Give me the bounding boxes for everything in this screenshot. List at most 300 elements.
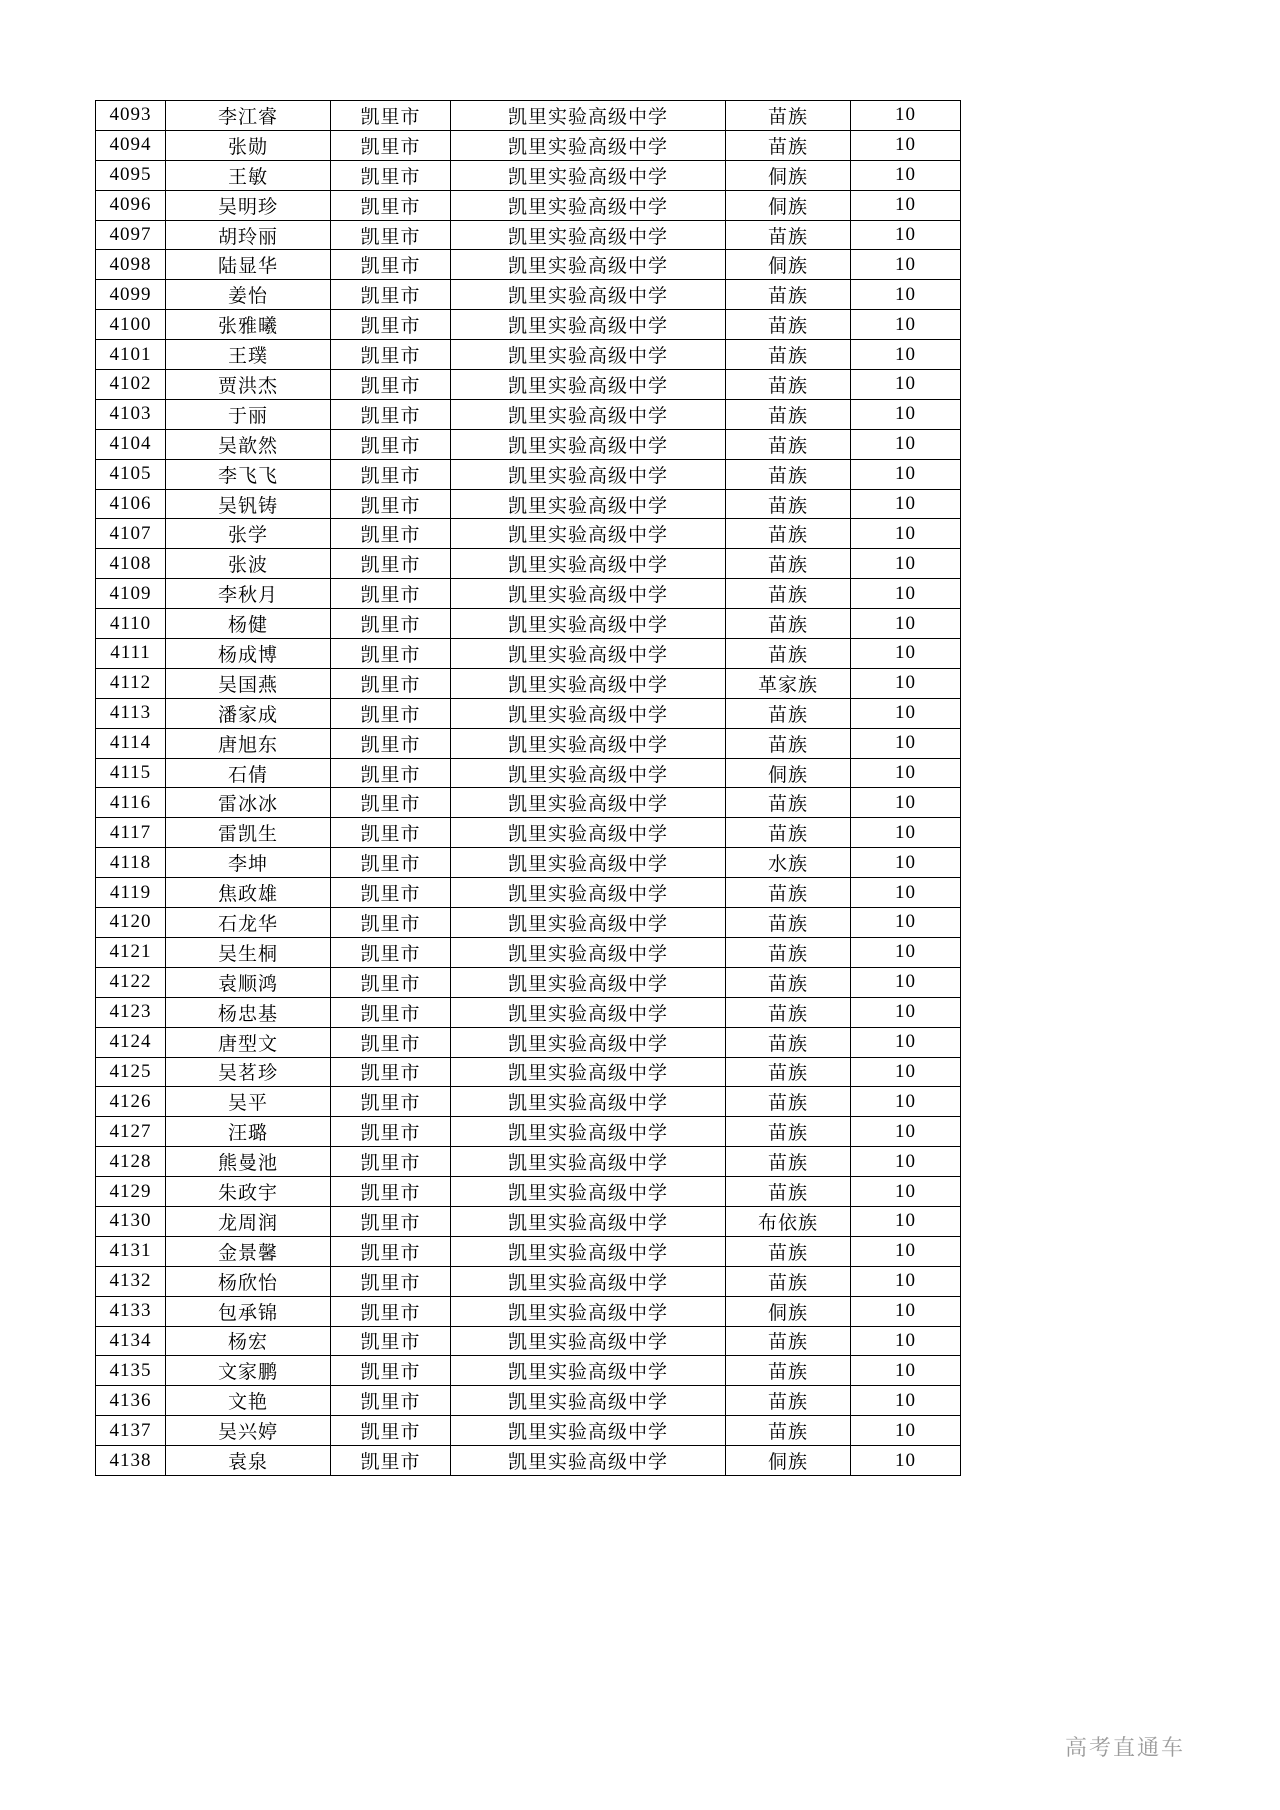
cell-score: 10 bbox=[851, 967, 961, 997]
cell-ethnicity: 苗族 bbox=[726, 340, 851, 370]
table-row bbox=[96, 1027, 961, 1057]
table-row bbox=[96, 399, 961, 429]
cell-ethnicity: 苗族 bbox=[726, 579, 851, 609]
cell-score: 10 bbox=[851, 908, 961, 938]
table-row bbox=[96, 878, 961, 908]
table-row bbox=[96, 340, 961, 370]
cell-school: 凯里实验高级中学 bbox=[451, 399, 726, 429]
cell-serial-number: 4124 bbox=[96, 1027, 166, 1057]
cell-ethnicity: 苗族 bbox=[726, 1177, 851, 1207]
cell-student-name: 李江睿 bbox=[166, 101, 331, 131]
cell-score: 10 bbox=[851, 668, 961, 698]
cell-serial-number: 4108 bbox=[96, 549, 166, 579]
cell-city: 凯里市 bbox=[331, 1266, 451, 1296]
table-body bbox=[96, 101, 961, 1476]
cell-ethnicity: 苗族 bbox=[726, 1147, 851, 1177]
cell-ethnicity: 苗族 bbox=[726, 878, 851, 908]
cell-score: 10 bbox=[851, 101, 961, 131]
cell-serial-number: 4125 bbox=[96, 1057, 166, 1087]
cell-student-name: 吴平 bbox=[166, 1087, 331, 1117]
cell-school: 凯里实验高级中学 bbox=[451, 489, 726, 519]
cell-ethnicity: 苗族 bbox=[726, 519, 851, 549]
cell-city: 凯里市 bbox=[331, 1296, 451, 1326]
cell-serial-number: 4109 bbox=[96, 579, 166, 609]
cell-serial-number: 4128 bbox=[96, 1147, 166, 1177]
cell-student-name: 包承锦 bbox=[166, 1296, 331, 1326]
cell-student-name: 唐旭东 bbox=[166, 728, 331, 758]
cell-ethnicity: 苗族 bbox=[726, 370, 851, 400]
cell-student-name: 熊曼池 bbox=[166, 1147, 331, 1177]
cell-student-name: 吴茗珍 bbox=[166, 1057, 331, 1087]
cell-student-name: 于丽 bbox=[166, 399, 331, 429]
cell-student-name: 袁顺鸿 bbox=[166, 967, 331, 997]
cell-school: 凯里实验高级中学 bbox=[451, 549, 726, 579]
cell-school: 凯里实验高级中学 bbox=[451, 160, 726, 190]
table-row bbox=[96, 1356, 961, 1386]
cell-student-name: 张波 bbox=[166, 549, 331, 579]
cell-ethnicity: 侗族 bbox=[726, 250, 851, 280]
cell-student-name: 雷冰冰 bbox=[166, 788, 331, 818]
cell-city: 凯里市 bbox=[331, 1326, 451, 1356]
cell-city: 凯里市 bbox=[331, 1416, 451, 1446]
cell-serial-number: 4131 bbox=[96, 1236, 166, 1266]
cell-ethnicity: 侗族 bbox=[726, 160, 851, 190]
cell-school: 凯里实验高级中学 bbox=[451, 340, 726, 370]
cell-city: 凯里市 bbox=[331, 1177, 451, 1207]
cell-serial-number: 4127 bbox=[96, 1117, 166, 1147]
cell-school: 凯里实验高级中学 bbox=[451, 1296, 726, 1326]
cell-score: 10 bbox=[851, 429, 961, 459]
cell-city: 凯里市 bbox=[331, 399, 451, 429]
cell-school: 凯里实验高级中学 bbox=[451, 878, 726, 908]
cell-school: 凯里实验高级中学 bbox=[451, 1206, 726, 1236]
cell-student-name: 杨宏 bbox=[166, 1326, 331, 1356]
cell-score: 10 bbox=[851, 937, 961, 967]
cell-school: 凯里实验高级中学 bbox=[451, 130, 726, 160]
cell-student-name: 文艳 bbox=[166, 1386, 331, 1416]
cell-city: 凯里市 bbox=[331, 818, 451, 848]
cell-school: 凯里实验高级中学 bbox=[451, 848, 726, 878]
cell-score: 10 bbox=[851, 579, 961, 609]
cell-city: 凯里市 bbox=[331, 459, 451, 489]
cell-score: 10 bbox=[851, 250, 961, 280]
cell-city: 凯里市 bbox=[331, 728, 451, 758]
cell-student-name: 朱政宇 bbox=[166, 1177, 331, 1207]
cell-city: 凯里市 bbox=[331, 549, 451, 579]
watermark-text: 高考直通车 bbox=[1064, 1735, 1185, 1760]
table-row bbox=[96, 1177, 961, 1207]
cell-student-name: 潘家成 bbox=[166, 698, 331, 728]
cell-city: 凯里市 bbox=[331, 340, 451, 370]
cell-school: 凯里实验高级中学 bbox=[451, 459, 726, 489]
cell-score: 10 bbox=[851, 459, 961, 489]
cell-city: 凯里市 bbox=[331, 130, 451, 160]
cell-serial-number: 4134 bbox=[96, 1326, 166, 1356]
cell-score: 10 bbox=[851, 220, 961, 250]
cell-score: 10 bbox=[851, 1356, 961, 1386]
cell-serial-number: 4119 bbox=[96, 878, 166, 908]
cell-school: 凯里实验高级中学 bbox=[451, 818, 726, 848]
cell-serial-number: 4093 bbox=[96, 101, 166, 131]
table-row bbox=[96, 549, 961, 579]
table-row bbox=[96, 967, 961, 997]
cell-city: 凯里市 bbox=[331, 848, 451, 878]
cell-student-name: 王敏 bbox=[166, 160, 331, 190]
cell-serial-number: 4107 bbox=[96, 519, 166, 549]
cell-student-name: 陆显华 bbox=[166, 250, 331, 280]
cell-ethnicity: 苗族 bbox=[726, 1057, 851, 1087]
cell-serial-number: 4136 bbox=[96, 1386, 166, 1416]
cell-ethnicity: 水族 bbox=[726, 848, 851, 878]
cell-city: 凯里市 bbox=[331, 878, 451, 908]
table-row bbox=[96, 728, 961, 758]
cell-ethnicity: 苗族 bbox=[726, 818, 851, 848]
cell-student-name: 焦政雄 bbox=[166, 878, 331, 908]
cell-school: 凯里实验高级中学 bbox=[451, 190, 726, 220]
cell-school: 凯里实验高级中学 bbox=[451, 1177, 726, 1207]
cell-school: 凯里实验高级中学 bbox=[451, 1057, 726, 1087]
cell-score: 10 bbox=[851, 370, 961, 400]
cell-school: 凯里实验高级中学 bbox=[451, 250, 726, 280]
cell-city: 凯里市 bbox=[331, 280, 451, 310]
cell-city: 凯里市 bbox=[331, 997, 451, 1027]
cell-school: 凯里实验高级中学 bbox=[451, 1266, 726, 1296]
cell-ethnicity: 苗族 bbox=[726, 639, 851, 669]
cell-ethnicity: 苗族 bbox=[726, 489, 851, 519]
cell-score: 10 bbox=[851, 818, 961, 848]
cell-student-name: 张勋 bbox=[166, 130, 331, 160]
cell-city: 凯里市 bbox=[331, 1236, 451, 1266]
cell-score: 10 bbox=[851, 549, 961, 579]
cell-ethnicity: 苗族 bbox=[726, 728, 851, 758]
cell-serial-number: 4099 bbox=[96, 280, 166, 310]
cell-student-name: 吴歆然 bbox=[166, 429, 331, 459]
cell-score: 10 bbox=[851, 758, 961, 788]
table-row bbox=[96, 698, 961, 728]
cell-school: 凯里实验高级中学 bbox=[451, 967, 726, 997]
cell-school: 凯里实验高级中学 bbox=[451, 280, 726, 310]
cell-city: 凯里市 bbox=[331, 1356, 451, 1386]
cell-score: 10 bbox=[851, 788, 961, 818]
table-row bbox=[96, 788, 961, 818]
cell-ethnicity: 苗族 bbox=[726, 399, 851, 429]
student-roster-table bbox=[95, 100, 961, 1476]
cell-score: 10 bbox=[851, 878, 961, 908]
cell-score: 10 bbox=[851, 1147, 961, 1177]
cell-serial-number: 4106 bbox=[96, 489, 166, 519]
cell-city: 凯里市 bbox=[331, 489, 451, 519]
cell-serial-number: 4102 bbox=[96, 370, 166, 400]
cell-city: 凯里市 bbox=[331, 1446, 451, 1476]
cell-score: 10 bbox=[851, 1266, 961, 1296]
cell-school: 凯里实验高级中学 bbox=[451, 698, 726, 728]
cell-student-name: 吴兴婷 bbox=[166, 1416, 331, 1446]
cell-city: 凯里市 bbox=[331, 1206, 451, 1236]
cell-ethnicity: 侗族 bbox=[726, 758, 851, 788]
cell-school: 凯里实验高级中学 bbox=[451, 429, 726, 459]
cell-student-name: 杨欣怡 bbox=[166, 1266, 331, 1296]
table-row bbox=[96, 280, 961, 310]
cell-school: 凯里实验高级中学 bbox=[451, 1027, 726, 1057]
cell-school: 凯里实验高级中学 bbox=[451, 1117, 726, 1147]
cell-serial-number: 4129 bbox=[96, 1177, 166, 1207]
cell-score: 10 bbox=[851, 1087, 961, 1117]
cell-score: 10 bbox=[851, 489, 961, 519]
cell-serial-number: 4096 bbox=[96, 190, 166, 220]
table-row bbox=[96, 370, 961, 400]
table-row bbox=[96, 639, 961, 669]
cell-ethnicity: 苗族 bbox=[726, 280, 851, 310]
table-row bbox=[96, 459, 961, 489]
table-row bbox=[96, 609, 961, 639]
table-row bbox=[96, 250, 961, 280]
cell-city: 凯里市 bbox=[331, 1386, 451, 1416]
table-row bbox=[96, 1147, 961, 1177]
cell-school: 凯里实验高级中学 bbox=[451, 1356, 726, 1386]
cell-school: 凯里实验高级中学 bbox=[451, 1087, 726, 1117]
cell-student-name: 姜怡 bbox=[166, 280, 331, 310]
cell-serial-number: 4126 bbox=[96, 1087, 166, 1117]
cell-serial-number: 4114 bbox=[96, 728, 166, 758]
table-row bbox=[96, 1236, 961, 1266]
cell-serial-number: 4113 bbox=[96, 698, 166, 728]
cell-serial-number: 4112 bbox=[96, 668, 166, 698]
cell-ethnicity: 革家族 bbox=[726, 668, 851, 698]
cell-school: 凯里实验高级中学 bbox=[451, 908, 726, 938]
table-row bbox=[96, 668, 961, 698]
cell-student-name: 张雅曦 bbox=[166, 310, 331, 340]
cell-city: 凯里市 bbox=[331, 1057, 451, 1087]
cell-ethnicity: 侗族 bbox=[726, 190, 851, 220]
cell-ethnicity: 苗族 bbox=[726, 1356, 851, 1386]
table-row bbox=[96, 519, 961, 549]
cell-student-name: 杨成博 bbox=[166, 639, 331, 669]
cell-student-name: 李坤 bbox=[166, 848, 331, 878]
table-row bbox=[96, 1446, 961, 1476]
cell-city: 凯里市 bbox=[331, 101, 451, 131]
cell-score: 10 bbox=[851, 1027, 961, 1057]
cell-student-name: 贾洪杰 bbox=[166, 370, 331, 400]
cell-serial-number: 4132 bbox=[96, 1266, 166, 1296]
cell-serial-number: 4123 bbox=[96, 997, 166, 1027]
cell-student-name: 唐型文 bbox=[166, 1027, 331, 1057]
table-row bbox=[96, 101, 961, 131]
cell-score: 10 bbox=[851, 399, 961, 429]
table-row bbox=[96, 1087, 961, 1117]
cell-ethnicity: 布依族 bbox=[726, 1206, 851, 1236]
cell-serial-number: 4121 bbox=[96, 937, 166, 967]
cell-ethnicity: 苗族 bbox=[726, 429, 851, 459]
table-row bbox=[96, 130, 961, 160]
cell-score: 10 bbox=[851, 1206, 961, 1236]
table-row bbox=[96, 220, 961, 250]
cell-score: 10 bbox=[851, 1386, 961, 1416]
cell-student-name: 吴国燕 bbox=[166, 668, 331, 698]
cell-school: 凯里实验高级中学 bbox=[451, 639, 726, 669]
cell-city: 凯里市 bbox=[331, 310, 451, 340]
cell-city: 凯里市 bbox=[331, 908, 451, 938]
table-row bbox=[96, 579, 961, 609]
cell-serial-number: 4100 bbox=[96, 310, 166, 340]
cell-school: 凯里实验高级中学 bbox=[451, 1326, 726, 1356]
table-row bbox=[96, 1296, 961, 1326]
table-row bbox=[96, 1057, 961, 1087]
cell-school: 凯里实验高级中学 bbox=[451, 370, 726, 400]
cell-serial-number: 4097 bbox=[96, 220, 166, 250]
cell-school: 凯里实验高级中学 bbox=[451, 220, 726, 250]
cell-score: 10 bbox=[851, 609, 961, 639]
cell-student-name: 袁泉 bbox=[166, 1446, 331, 1476]
cell-score: 10 bbox=[851, 1416, 961, 1446]
cell-city: 凯里市 bbox=[331, 668, 451, 698]
cell-city: 凯里市 bbox=[331, 1117, 451, 1147]
cell-student-name: 杨健 bbox=[166, 609, 331, 639]
cell-serial-number: 4094 bbox=[96, 130, 166, 160]
cell-serial-number: 4105 bbox=[96, 459, 166, 489]
table-row bbox=[96, 908, 961, 938]
cell-school: 凯里实验高级中学 bbox=[451, 1236, 726, 1266]
cell-ethnicity: 苗族 bbox=[726, 220, 851, 250]
cell-serial-number: 4111 bbox=[96, 639, 166, 669]
cell-student-name: 石倩 bbox=[166, 758, 331, 788]
cell-serial-number: 4118 bbox=[96, 848, 166, 878]
cell-city: 凯里市 bbox=[331, 160, 451, 190]
table-row bbox=[96, 758, 961, 788]
cell-score: 10 bbox=[851, 698, 961, 728]
cell-school: 凯里实验高级中学 bbox=[451, 788, 726, 818]
cell-student-name: 石龙华 bbox=[166, 908, 331, 938]
cell-school: 凯里实验高级中学 bbox=[451, 668, 726, 698]
cell-school: 凯里实验高级中学 bbox=[451, 579, 726, 609]
cell-city: 凯里市 bbox=[331, 609, 451, 639]
cell-ethnicity: 苗族 bbox=[726, 1236, 851, 1266]
cell-score: 10 bbox=[851, 728, 961, 758]
cell-serial-number: 4138 bbox=[96, 1446, 166, 1476]
cell-school: 凯里实验高级中学 bbox=[451, 101, 726, 131]
cell-ethnicity: 苗族 bbox=[726, 549, 851, 579]
cell-student-name: 龙周润 bbox=[166, 1206, 331, 1236]
cell-student-name: 汪璐 bbox=[166, 1117, 331, 1147]
cell-school: 凯里实验高级中学 bbox=[451, 1446, 726, 1476]
table-row bbox=[96, 937, 961, 967]
table-row bbox=[96, 1386, 961, 1416]
cell-ethnicity: 苗族 bbox=[726, 1266, 851, 1296]
cell-student-name: 雷凯生 bbox=[166, 818, 331, 848]
cell-score: 10 bbox=[851, 1446, 961, 1476]
cell-school: 凯里实验高级中学 bbox=[451, 728, 726, 758]
cell-serial-number: 4110 bbox=[96, 609, 166, 639]
cell-school: 凯里实验高级中学 bbox=[451, 519, 726, 549]
cell-city: 凯里市 bbox=[331, 1147, 451, 1177]
table-row bbox=[96, 848, 961, 878]
cell-score: 10 bbox=[851, 1236, 961, 1266]
cell-school: 凯里实验高级中学 bbox=[451, 758, 726, 788]
table-row bbox=[96, 1416, 961, 1446]
cell-city: 凯里市 bbox=[331, 429, 451, 459]
cell-school: 凯里实验高级中学 bbox=[451, 310, 726, 340]
cell-ethnicity: 苗族 bbox=[726, 1087, 851, 1117]
cell-school: 凯里实验高级中学 bbox=[451, 1147, 726, 1177]
table-row bbox=[96, 489, 961, 519]
table-row bbox=[96, 1266, 961, 1296]
table-row bbox=[96, 190, 961, 220]
cell-score: 10 bbox=[851, 1117, 961, 1147]
cell-serial-number: 4133 bbox=[96, 1296, 166, 1326]
table-row bbox=[96, 1206, 961, 1236]
table-row bbox=[96, 818, 961, 848]
cell-city: 凯里市 bbox=[331, 579, 451, 609]
cell-ethnicity: 苗族 bbox=[726, 130, 851, 160]
cell-city: 凯里市 bbox=[331, 1087, 451, 1117]
table-row bbox=[96, 997, 961, 1027]
cell-ethnicity: 苗族 bbox=[726, 788, 851, 818]
cell-score: 10 bbox=[851, 519, 961, 549]
cell-ethnicity: 苗族 bbox=[726, 967, 851, 997]
cell-score: 10 bbox=[851, 1326, 961, 1356]
table-row bbox=[96, 429, 961, 459]
cell-ethnicity: 苗族 bbox=[726, 609, 851, 639]
cell-ethnicity: 苗族 bbox=[726, 908, 851, 938]
cell-ethnicity: 苗族 bbox=[726, 698, 851, 728]
cell-student-name: 张学 bbox=[166, 519, 331, 549]
table-row bbox=[96, 160, 961, 190]
cell-serial-number: 4135 bbox=[96, 1356, 166, 1386]
cell-score: 10 bbox=[851, 310, 961, 340]
cell-serial-number: 4130 bbox=[96, 1206, 166, 1236]
cell-city: 凯里市 bbox=[331, 639, 451, 669]
cell-score: 10 bbox=[851, 130, 961, 160]
cell-serial-number: 4120 bbox=[96, 908, 166, 938]
cell-school: 凯里实验高级中学 bbox=[451, 937, 726, 967]
cell-school: 凯里实验高级中学 bbox=[451, 609, 726, 639]
cell-serial-number: 4103 bbox=[96, 399, 166, 429]
cell-student-name: 李飞飞 bbox=[166, 459, 331, 489]
cell-ethnicity: 苗族 bbox=[726, 1117, 851, 1147]
cell-score: 10 bbox=[851, 1177, 961, 1207]
cell-student-name: 王璞 bbox=[166, 340, 331, 370]
cell-student-name: 文家鹏 bbox=[166, 1356, 331, 1386]
cell-city: 凯里市 bbox=[331, 1027, 451, 1057]
cell-score: 10 bbox=[851, 639, 961, 669]
cell-ethnicity: 苗族 bbox=[726, 1386, 851, 1416]
cell-ethnicity: 苗族 bbox=[726, 1027, 851, 1057]
cell-student-name: 李秋月 bbox=[166, 579, 331, 609]
cell-serial-number: 4095 bbox=[96, 160, 166, 190]
cell-ethnicity: 苗族 bbox=[726, 101, 851, 131]
cell-score: 10 bbox=[851, 280, 961, 310]
cell-score: 10 bbox=[851, 340, 961, 370]
cell-school: 凯里实验高级中学 bbox=[451, 1386, 726, 1416]
cell-city: 凯里市 bbox=[331, 967, 451, 997]
table-row bbox=[96, 1326, 961, 1356]
cell-city: 凯里市 bbox=[331, 758, 451, 788]
cell-serial-number: 4104 bbox=[96, 429, 166, 459]
cell-ethnicity: 苗族 bbox=[726, 1326, 851, 1356]
cell-score: 10 bbox=[851, 848, 961, 878]
cell-ethnicity: 苗族 bbox=[726, 310, 851, 340]
cell-ethnicity: 苗族 bbox=[726, 997, 851, 1027]
cell-ethnicity: 苗族 bbox=[726, 1416, 851, 1446]
cell-ethnicity: 侗族 bbox=[726, 1296, 851, 1326]
cell-ethnicity: 侗族 bbox=[726, 1446, 851, 1476]
table-row bbox=[96, 1117, 961, 1147]
cell-student-name: 吴生桐 bbox=[166, 937, 331, 967]
cell-serial-number: 4137 bbox=[96, 1416, 166, 1446]
table-row bbox=[96, 310, 961, 340]
cell-school: 凯里实验高级中学 bbox=[451, 997, 726, 1027]
cell-serial-number: 4117 bbox=[96, 818, 166, 848]
cell-city: 凯里市 bbox=[331, 937, 451, 967]
